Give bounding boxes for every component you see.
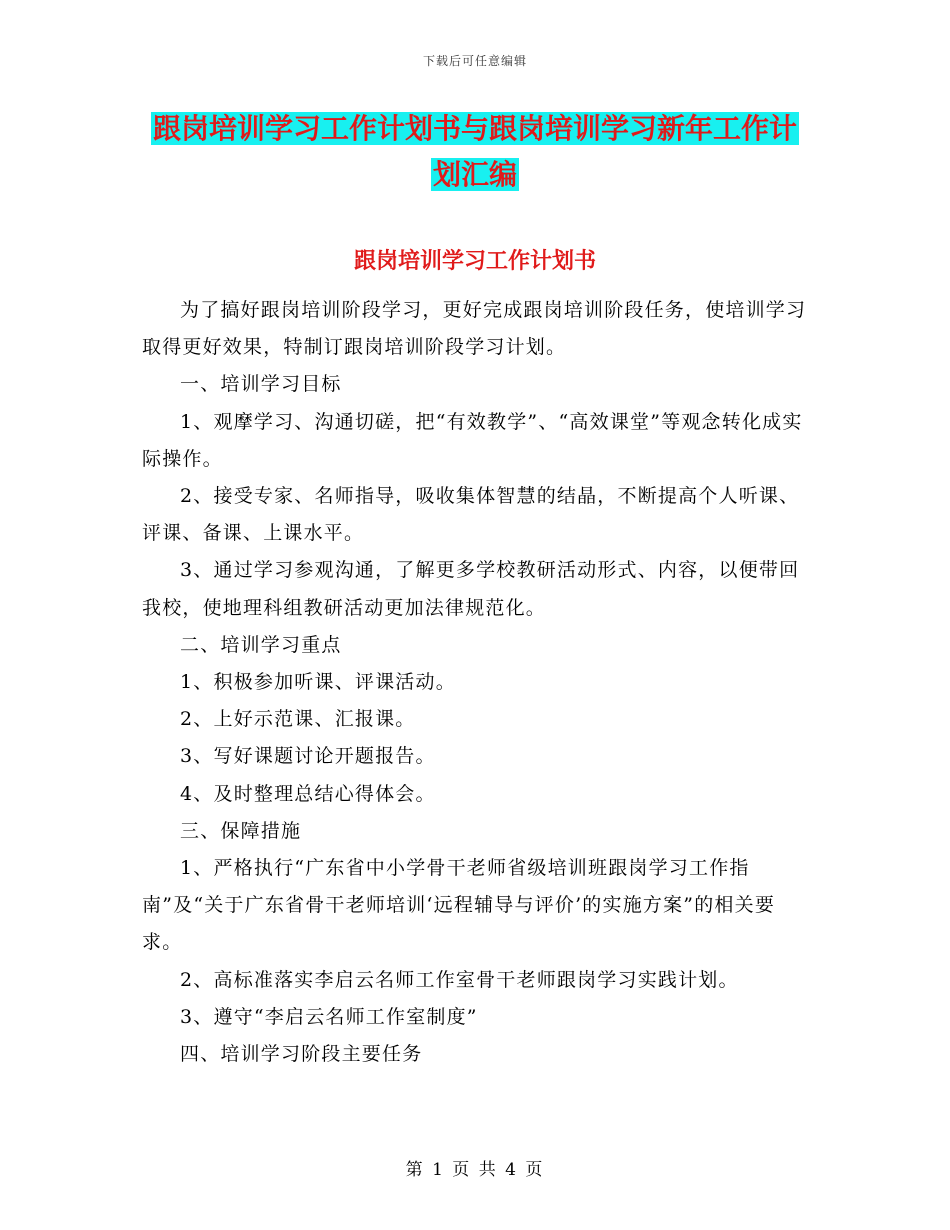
heading-goals: 一、培训学习目标: [180, 373, 342, 396]
paragraph: 2、上好示范课、汇报课。: [180, 708, 416, 731]
page-number: 第 1 页 共 4 页: [405, 1160, 545, 1180]
heading-tasks: 四、培训学习阶段主要任务: [180, 1043, 423, 1066]
document-title-line-1: [0, 106, 950, 152]
paragraph: 1、观摩学习、沟通切磋，把“有效教学”、“高效课堂”等观念转化成实际操作。: [142, 410, 803, 470]
document-title-line-2: [0, 152, 950, 198]
paragraph: 1、严格执行“广东省中小学骨干老师省级培训班跟岗学习工作指南”及“关于广东省骨干老师培训‘远程辅导与评价’的实施方案”的相关要求。: [142, 857, 776, 954]
paragraph: 4、及时整理总结心得体会。: [180, 782, 436, 805]
section-title: 跟岗培训学习工作计划书: [353, 249, 596, 274]
paragraph: 3、通过学习参观沟通，了解更多学校教研活动形式、内容，以便带回我校，使地理科组教研活动更加法律规范化。: [142, 559, 800, 619]
paragraph: 3、遵守“李启云名师工作室制度”: [180, 1005, 478, 1028]
paragraph: 2、高标准落实李启云名师工作室骨干老师跟岗学习实践计划。: [180, 968, 739, 991]
paragraph-intro: 为了搞好跟岗培训阶段学习，更好完成跟岗培训阶段任务，使培训学习取得更好效果，特制订跟岗培训阶段学习计划。: [142, 299, 807, 359]
page-header-note: 下载后可任意编辑: [422, 54, 527, 68]
heading-measures: 三、保障措施: [180, 819, 302, 842]
paragraph: 2、接受专家、名师指导，吸收集体智慧的结晶，不断提高个人听课、评课、备课、上课水平。: [142, 485, 800, 545]
document-body: [142, 292, 812, 1073]
paragraph: 3、写好课题讨论开题报告。: [180, 745, 436, 768]
paragraph: 1、积极参加听课、评课活动。: [180, 671, 456, 694]
title-highlight: 跟岗培训学习工作计划书与跟岗培训学习新年工作计: [152, 112, 797, 145]
heading-focus: 二、培训学习重点: [180, 633, 342, 656]
title-highlight: 划汇编: [432, 158, 517, 191]
